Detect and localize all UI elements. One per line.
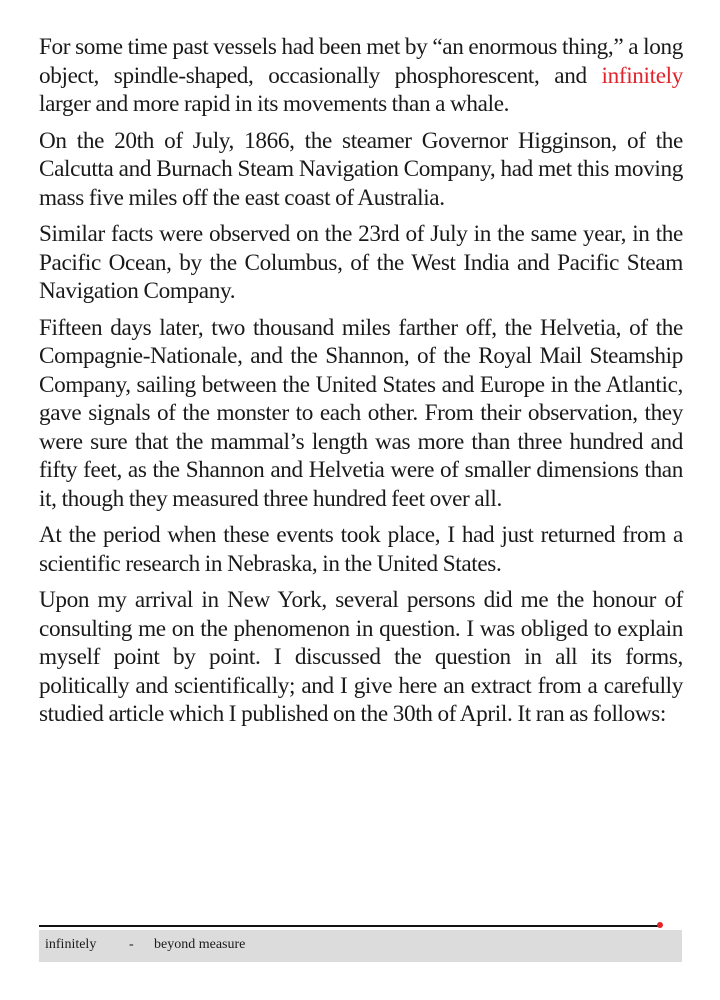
paragraph-6: Upon my arrival in New York, several persons did me the honour of consulting me on the phenomenon in question. I was obliged to explain myself point by point. I discussed the question in all its forms, politically and scientifically; and I give here an extract from a carefully studied article which I published on the 30th of April. It ran as follows:: [39, 587, 683, 727]
paragraph-2: On the 20th of July, 1866, the steamer Governor Higginson, of the Calcutta and Burnach Steam Navigation Company, had met this moving mass five miles off the east coast of Australia.: [39, 127, 683, 211]
paragraph-1-before: For some time past vessels had been met by “an enormous thing,” a long object, spindle-shaped, occasionally phosphorescent, and: [39, 34, 683, 89]
glossary-separator: -: [129, 937, 134, 952]
paragraph-4: Fifteen days later, two thousand miles farther off, the Helvetia, of the Compagnie-Nationale, and the Shannon, of the Royal Mail Steamship Company, sailing between the United States and Europe in the Atlantic, gave signals of the monster to each other. From their observation, they were sure that the mammal’s length was more than three hundred and fifty feet, as the Shannon and Helvetia were of smaller dimensions than it, though they measured three hundred feet over all.: [39, 314, 683, 512]
glossary-term: infinitely: [45, 937, 97, 952]
glossary-definition: beyond measure: [154, 937, 246, 952]
footnote-divider: [39, 925, 660, 927]
document-body: [39, 33, 683, 729]
glossary-bar: [39, 930, 682, 962]
paragraph-3: Similar facts were observed on the 23rd of July in the same year, in the Pacific Ocean, by the Columbus, of the West India and Pacific Steam Navigation Company.: [39, 221, 683, 304]
paragraph-1-after: larger and more rapid in its movements than a whale.: [39, 91, 510, 117]
paragraph-1: [39, 33, 683, 119]
highlighted-word[interactable]: infinitely: [601, 62, 683, 89]
divider-marker-dot: [657, 922, 663, 928]
paragraph-5: At the period when these events took place, I had just returned from a scientific research in Nebraska, in the United States.: [39, 522, 683, 577]
